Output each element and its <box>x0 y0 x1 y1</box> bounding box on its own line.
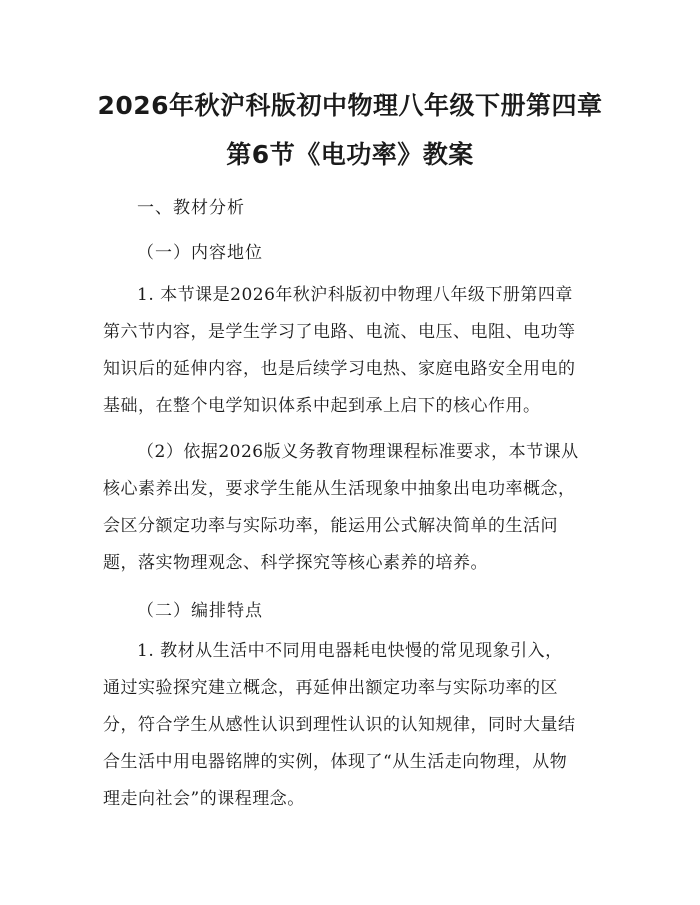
section-heading-textbook-analysis: 一、教材分析 <box>137 198 245 218</box>
paragraph-line: 1. 教材从生活中不同用电器耗电快慢的常见现象引入， <box>137 641 563 661</box>
paragraph-line: 分，符合学生从感性认识到理性认识的认知规律，同时大量结 <box>103 715 576 735</box>
subsection-heading-content-position: （一）内容地位 <box>137 243 263 263</box>
paragraph-line: （2）依据2026版义务教育物理课程标准要求，本节课从 <box>137 442 579 462</box>
paragraph-content-position-1 <box>103 277 603 425</box>
paragraph-content-position-2 <box>103 434 603 582</box>
document-title-line-2: 第6节《电功率》教案 <box>226 140 474 169</box>
paragraph-line: 会区分额定功率与实际功率，能运用公式解决简单的生活问 <box>103 516 558 536</box>
paragraph-line: 合生活中用电器铭牌的实例，体现了“从生活走向物理，从物 <box>103 752 568 772</box>
paragraph-line: 基础，在整个电学知识体系中起到承上启下的核心作用。 <box>103 396 541 416</box>
paragraph-line: 1. 本节课是2026年秋沪科版初中物理八年级下册第四章 <box>137 285 573 305</box>
paragraph-line: 理走向社会”的课程理念。 <box>103 789 305 809</box>
paragraph-line: 核心素养出发，要求学生能从生活现象中抽象出电功率概念， <box>103 479 576 499</box>
paragraph-layout-features-1 <box>103 633 603 818</box>
paragraph-line: 题，落实物理观念、科学探究等核心素养的培养。 <box>103 553 488 573</box>
subsection-heading-layout-features: （二）编排特点 <box>137 601 263 621</box>
paragraph-line: 知识后的延伸内容，也是后续学习电热、家庭电路安全用电的 <box>103 359 576 379</box>
paragraph-line: 第六节内容，是学生学习了电路、电流、电压、电阻、电功等 <box>103 322 576 342</box>
paragraph-line: 通过实验探究建立概念，再延伸出额定功率与实际功率的区 <box>103 678 558 698</box>
document-title-line-1: 2026年秋沪科版初中物理八年级下册第四章 <box>97 91 603 120</box>
